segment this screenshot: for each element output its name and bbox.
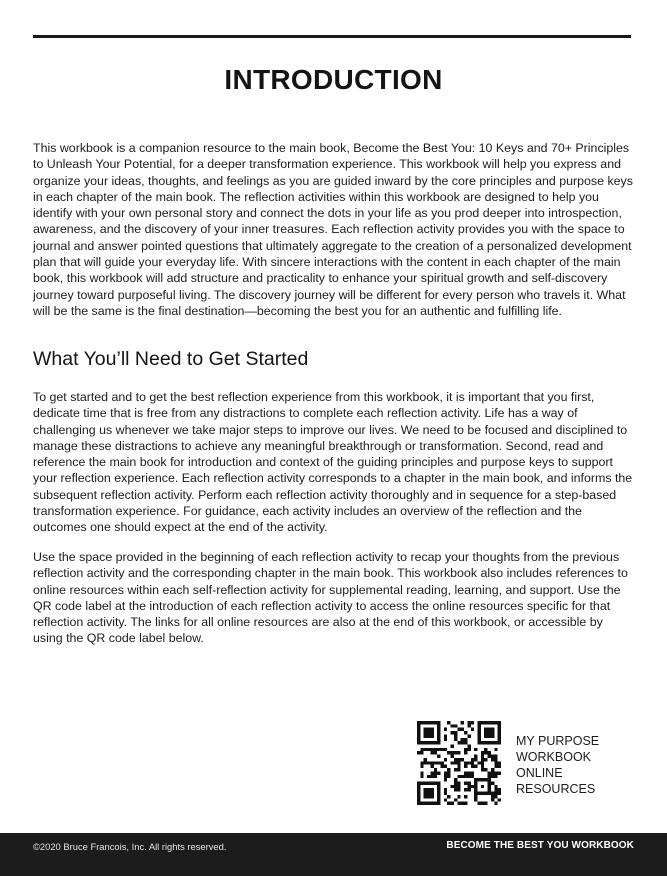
copyright-text: ©2020 Bruce Francois, Inc. All rights reserved. <box>33 841 227 852</box>
section-heading: What You’ll Need to Get Started <box>33 348 309 370</box>
qr-label <box>516 733 626 797</box>
top-rule <box>33 35 631 38</box>
qr-label-line: RESOURCES <box>516 782 596 796</box>
section-paragraph: To get started and to get the best reflection experience from this workbook, it is important that you first, dedicate time that is free from any distractions to complete each reflection activity. Life has a way of challenging us whenever we take major steps to improve our lives. We need to be focused and disciplined to manage these distractions to achieve any meaningful breakthrough or transformation. Second, read and reference the main book for introduction and context of the guiding principles and purpose keys to support your reflection experience. Each reflection activity corresponds to a chapter in the main book, and informs the subsequent reflection activity. Perform each reflection activity thoroughly and in sequence for a step-based transformation experience. For guidance, each activity includes an overview of the reflection and the outcomes one should expect at the end of the activity. <box>33 390 633 535</box>
qr-label-line: ONLINE <box>516 766 563 780</box>
section-paragraph: Use the space provided in the beginning of each reflection activity to recap your thoughts from the previous reflection activity and the corresponding chapter in the main book. This workbook also includes references to online resources within each self-reflection activity for supplemental reading, learning, and support. Use the QR code label at the introduction of each reflection activity to access the online resources specific for that reflection activity. The links for all online resources are also at the end of this workbook, or accessible by using the QR code label below. <box>33 550 628 646</box>
qr-code-icon[interactable] <box>417 721 501 805</box>
qr-label-line: WORKBOOK <box>516 750 592 764</box>
qr-label-line: MY PURPOSE <box>516 734 600 748</box>
page-title: INTRODUCTION <box>224 64 443 95</box>
footer-bar <box>0 833 667 876</box>
intro-paragraph: This workbook is a companion resource to the main book, Become the Best You: 10 Keys and 70+ Principles to Unleash Your Potential, for a deeper transformation experience. This workbook will help you express and organize your ideas, thoughts, and feelings as you are guided inward by the core principles and purpose keys in each chapter of the main book. The reflection activities within this workbook are designed to help you identify with your own personal story and connect the dots in your life as you prod deeper into introspection, awareness, and the discovery of your inner treasures. Each reflection activity provides you with the space to journal and answer pointed questions that ultimately aggregate to the creation of a personalized development plan that will guide your everyday life. With sincere interactions with the content in each chapter of the main book, this workbook will add structure and practicality to enhance your spiritual growth and self-discovery journey toward purposeful living. The discovery journey will be different for every person who travels it. What will be the same is the final destination—becoming the best you for an authentic and fulfilling life. <box>33 141 633 318</box>
footer-book-title: BECOME THE BEST YOU WORKBOOK <box>446 840 634 851</box>
